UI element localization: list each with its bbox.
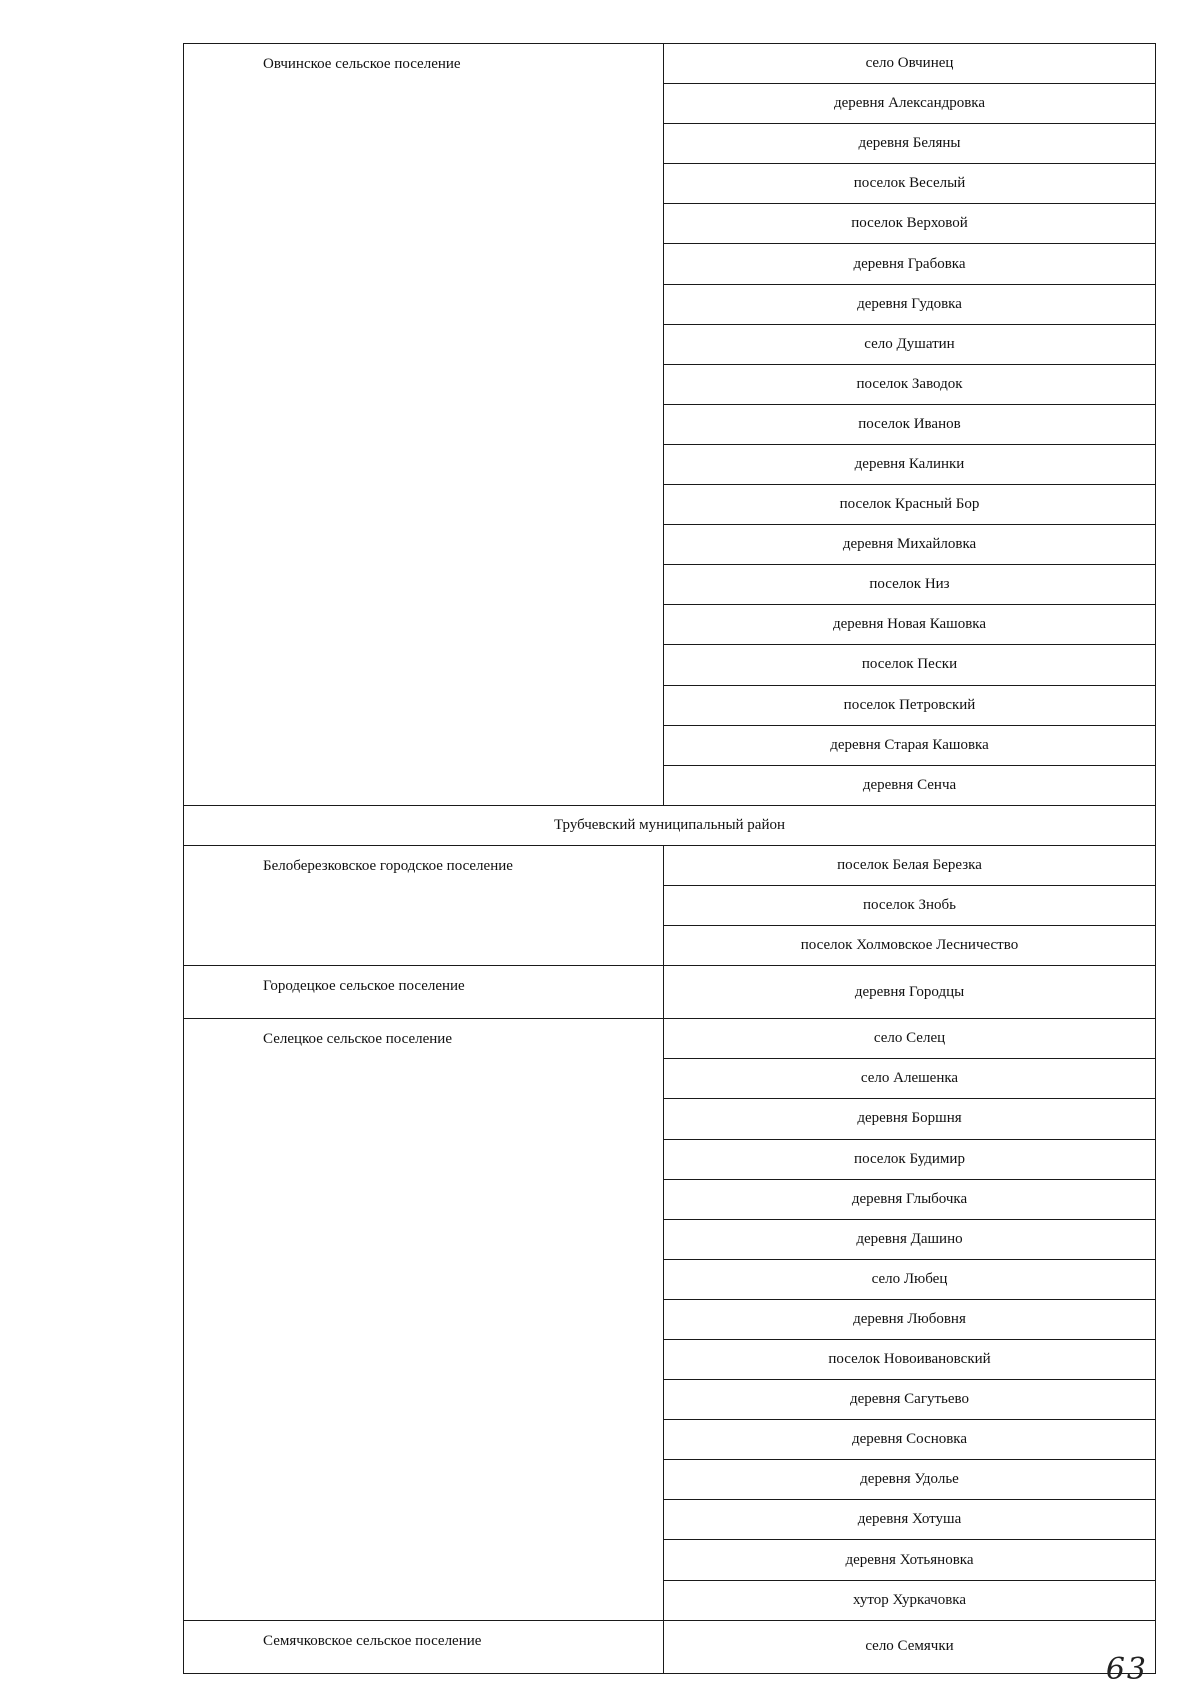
page-number: 63 [1105,1652,1148,1687]
locality-name: хутор Хуркачовка [664,1580,1156,1620]
locality-name: деревня Гудовка [664,284,1156,324]
locality-name: поселок Красный Бор [664,485,1156,525]
settlement-name: Семячковское сельское поселение [184,1620,664,1673]
locality-name: село Селец [664,1019,1156,1059]
locality-name: деревня Боршня [664,1099,1156,1139]
locality-name: поселок Заводок [664,364,1156,404]
locality-name: село Алешенка [664,1059,1156,1099]
table-row [184,845,1156,885]
district-row [184,805,1156,845]
locality-name: деревня Любовня [664,1299,1156,1339]
locality-name: деревня Сенча [664,765,1156,805]
locality-name: село Любец [664,1259,1156,1299]
locality-name: деревня Дашино [664,1219,1156,1259]
table-row [184,1620,1156,1673]
locality-name: деревня Сосновка [664,1420,1156,1460]
locality-name: деревня Хотьяновка [664,1540,1156,1580]
locality-name: деревня Александровка [664,84,1156,124]
locality-name: село Овчинец [664,44,1156,84]
settlement-name: Селецкое сельское поселение [184,1019,664,1620]
settlements-table [183,43,1156,1674]
locality-name: поселок Пески [664,645,1156,685]
locality-name: поселок Низ [664,565,1156,605]
settlements-table-body [184,44,1156,1674]
locality-name: деревня Удолье [664,1460,1156,1500]
locality-name: деревня Глыбочка [664,1179,1156,1219]
settlement-name: Белоберезковское городское поселение [184,845,664,965]
locality-name: деревня Сагутьево [664,1380,1156,1420]
locality-name: деревня Калинки [664,444,1156,484]
locality-name: деревня Старая Кашовка [664,725,1156,765]
settlement-name: Овчинское сельское поселение [184,44,664,806]
locality-name: поселок Верховой [664,204,1156,244]
locality-name: деревня Михайловка [664,525,1156,565]
locality-name: поселок Веселый [664,164,1156,204]
locality-name: деревня Городцы [664,966,1156,1019]
locality-name: поселок Будимир [664,1139,1156,1179]
locality-name: поселок Белая Березка [664,845,1156,885]
locality-name: поселок Знобь [664,885,1156,925]
table-row [184,44,1156,84]
locality-name: поселок Холмовское Лесничество [664,926,1156,966]
table-row [184,966,1156,1019]
locality-name: деревня Новая Кашовка [664,605,1156,645]
locality-name: поселок Иванов [664,404,1156,444]
district-heading: Трубчевский муниципальный район [184,805,1156,845]
locality-name: село Семячки [664,1620,1156,1673]
locality-name: деревня Хотуша [664,1500,1156,1540]
locality-name: поселок Петровский [664,685,1156,725]
locality-name: деревня Грабовка [664,244,1156,284]
locality-name: село Душатин [664,324,1156,364]
locality-name: поселок Новоивановский [664,1340,1156,1380]
table-row [184,1019,1156,1059]
locality-name: деревня Беляны [664,124,1156,164]
settlement-name: Городецкое сельское поселение [184,966,664,1019]
